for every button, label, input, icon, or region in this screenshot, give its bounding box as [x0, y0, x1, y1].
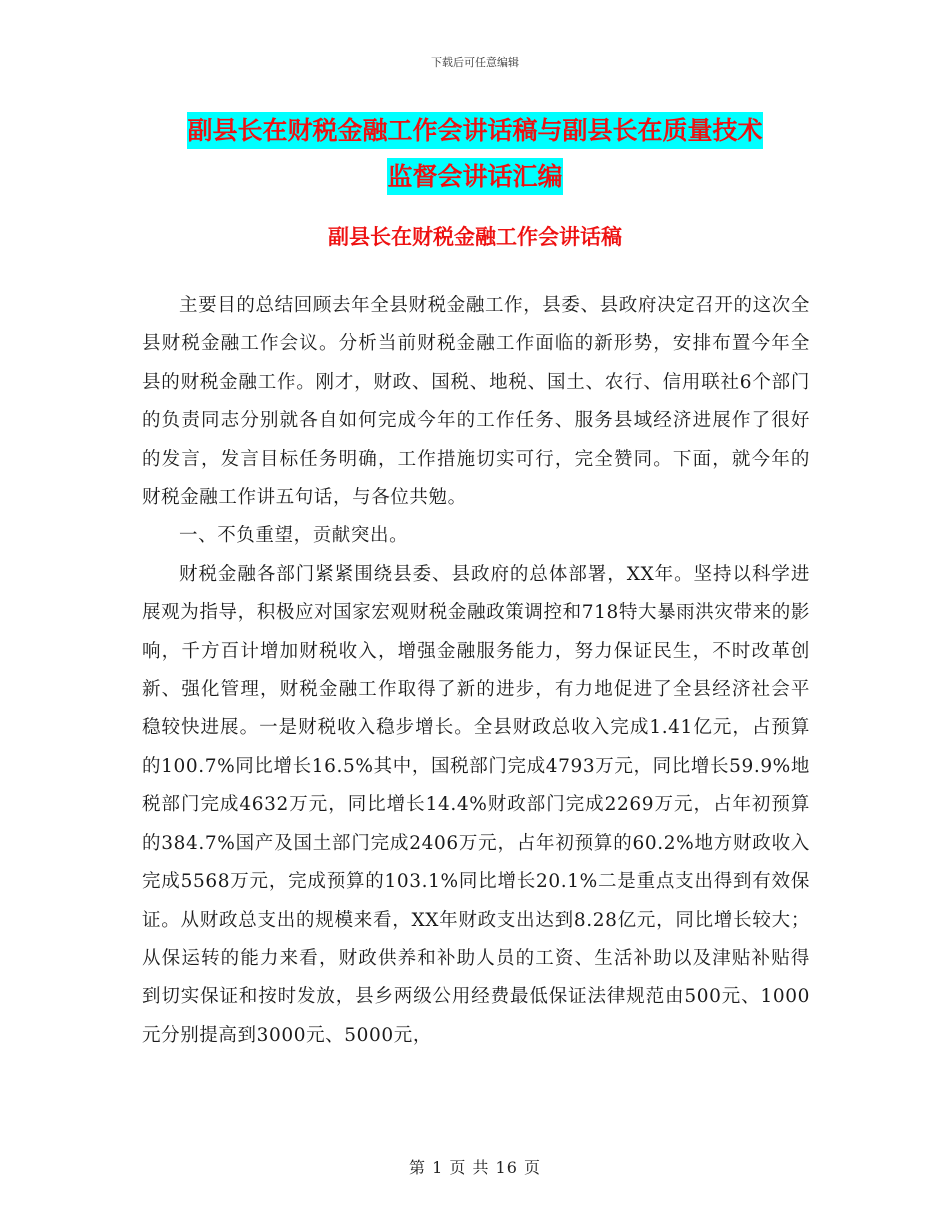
document-title: [150, 108, 800, 200]
paragraph-heading-1: 一、不负重望，贡献突出。: [179, 525, 409, 547]
paragraph-achievements: 财税金融各部门紧紧围绕县委、县政府的总体部署，XX年。坚持以科学进展观为指导，积极应对国家宏观财税金融政策调控和718特大暴雨洪灾带来的影响，千方百计增加财税收入，增强金融服务能力，努力保证民生，不时改革创新、强化管理，财税金融工作取得了新的进步，有力地促进了全县经济社会平稳较快进展。一是财税收入稳步增长。全县财政总收入完成1.41亿元，占预算的100.7%同比增长16.5%其中，国税部门完成4793万元，同比增长59.9%地税部门完成4632万元，同比增长14.4%财政部门完成2269万元，占年初预算的384.7%国产及国土部门完成2406万元，占年初预算的60.2%地方财政收入完成5568万元，完成预算的103.1%同比增长20.1%二是重点支出得到有效保证。从财政总支出的规模来看，XX年财政支出达到8.28亿元，同比增长较大；从保运转的能力来看，财政供养和补助人员的工资、生活补助以及津贴补贴得到切实保证和按时发放，县乡两级公用经费最低保证法律规范由500元、1000元分别提高到3000元、5000元，: [142, 563, 810, 1046]
paragraph-intro: 主要目的总结回顾去年全县财税金融工作，县委、县政府决定召开的这次全县财税金融工作会议。分析当前财税金融工作面临的新形势，安排布置今年全县的财税金融工作。刚才，财政、国税、地税、国土、农行、信用联社6个部门的负责同志分别就各自如何完成今年的工作任务、服务县域经济进展作了很好的发言，发言目标任务明确，工作措施切实可行，完全赞同。下面，就今年的财税金融工作讲五句话，与各位共勉。: [142, 295, 810, 509]
section-title: 副县长在财税金融工作会讲话稿: [328, 225, 622, 249]
page-footer: 第 1 页 共 16 页: [409, 1158, 541, 1177]
header-note: 下载后可任意编辑: [431, 56, 519, 69]
title-line-2: 监督会讲话汇编: [387, 158, 562, 195]
title-line-1: 副县长在财税金融工作会讲话稿与副县长在质量技术: [187, 112, 762, 149]
body-text: [142, 287, 810, 1055]
